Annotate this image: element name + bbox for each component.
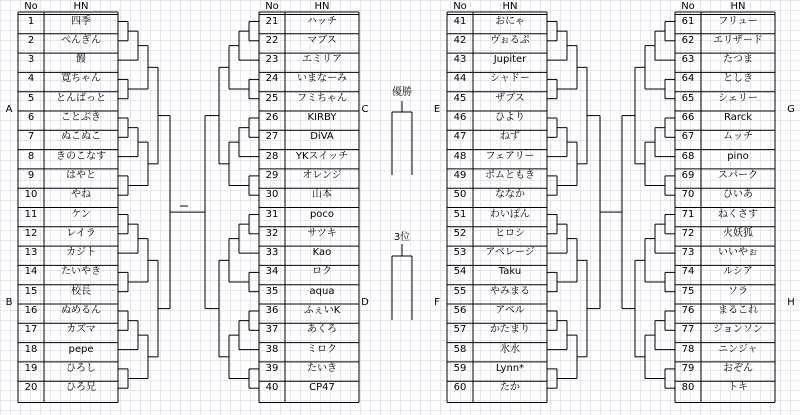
entry-handle-name: フリュー [718, 15, 758, 27]
entry-number: 3 [27, 54, 35, 66]
entry-handle-name: きのこなす [56, 150, 106, 162]
entry-handle-name: たつま [723, 54, 753, 66]
header-no: No [453, 1, 467, 12]
entry-handle-name: Lynn* [495, 362, 525, 374]
entry-number: 40 [265, 382, 279, 394]
entry-number: 29 [265, 169, 279, 181]
entry-handle-name: ひろし [66, 362, 96, 374]
entry-handle-name: サツキ [307, 227, 337, 239]
entry-handle-name: ハッチ [307, 15, 337, 27]
entry-number: 51 [453, 208, 467, 220]
entry-number: 55 [453, 285, 467, 297]
entry-handle-name: 氷水 [500, 343, 520, 355]
entry-number: 16 [24, 305, 38, 316]
entry-number: 46 [453, 112, 467, 123]
block-label-b: B [5, 297, 13, 308]
entry-number: 42 [453, 34, 467, 46]
entry-number: 70 [681, 189, 695, 201]
entry-handle-name: Jupiter [493, 54, 527, 66]
entry-handle-name: ニンジャ [718, 343, 758, 355]
entry-number: 20 [24, 382, 38, 394]
entry-handle-name: ひいあ [723, 189, 753, 201]
third-place-label: 3位 [393, 232, 411, 243]
entry-handle-name: Kao [312, 247, 332, 259]
entry-handle-name: アベレージ [485, 247, 535, 259]
entry-handle-name: ムッチ [723, 131, 753, 143]
entry-number: 74 [681, 266, 695, 278]
entry-number: 61 [681, 15, 695, 27]
entry-handle-name: ことぶき [61, 112, 101, 123]
entry-handle-name: ななか [495, 189, 525, 201]
entry-number: 12 [24, 227, 38, 239]
entry-number: 22 [265, 34, 279, 46]
entry-number: 39 [265, 362, 279, 374]
entry-number: 14 [24, 266, 38, 278]
entry-handle-name: おにゃ [495, 15, 525, 27]
entry-handle-name: ヴぉるぷ [490, 34, 530, 46]
entry-number: 38 [265, 343, 279, 355]
entry-number: 37 [265, 324, 279, 336]
entry-number: 36 [265, 305, 279, 316]
entry-handle-name: pepe [68, 343, 94, 355]
entry-number: 5 [27, 92, 35, 104]
entry-number: 79 [681, 362, 695, 374]
header-no: No [24, 1, 38, 12]
entry-handle-name: たいやき [61, 266, 101, 278]
entry-number: 32 [265, 227, 279, 239]
entry-handle-name: ザブス [495, 92, 525, 104]
entry-handle-name: ルシア [723, 266, 753, 278]
entry-number: 65 [681, 92, 695, 104]
entry-number: 26 [265, 112, 279, 123]
entry-handle-name: やみまる [490, 285, 530, 297]
entry-number: 25 [265, 92, 279, 104]
entry-number: 63 [681, 54, 695, 66]
entry-number: 30 [265, 189, 279, 201]
entry-handle-name: としき [723, 73, 753, 85]
entry-number: 77 [681, 324, 695, 336]
entry-handle-name: いいやぉ [718, 247, 758, 259]
entry-number: 43 [453, 54, 467, 66]
entry-handle-name: Taku [498, 266, 522, 278]
entry-handle-name: アベル [495, 305, 525, 316]
winner-label: 優勝 [392, 87, 412, 98]
entry-number: 76 [681, 305, 695, 316]
entry-number: 8 [27, 150, 35, 162]
block-label-c: C [361, 104, 369, 115]
entry-number: 47 [453, 131, 467, 143]
entry-handle-name: いまなーみ [297, 73, 347, 85]
entry-handle-name: エミリア [302, 54, 342, 66]
block-label-g: G [787, 104, 795, 115]
block-label-a: A [5, 104, 13, 115]
entry-handle-name: カジト [66, 247, 96, 259]
entry-number: 17 [24, 324, 38, 336]
entry-number: 67 [681, 131, 695, 143]
entry-number: 45 [453, 92, 467, 104]
entry-handle-name: YKスイッチ [295, 150, 349, 162]
entry-number: 64 [681, 73, 695, 85]
entry-number: 78 [681, 343, 695, 355]
entry-number: 18 [24, 343, 38, 355]
entry-handle-name: わいぽん [490, 208, 530, 220]
entry-handle-name: ぬめるん [61, 305, 101, 316]
entry-handle-name: 山本 [312, 189, 332, 201]
entry-handle-name: 寛ちゃん [61, 73, 101, 85]
entry-handle-name: とんばっと [56, 92, 106, 104]
entry-number: 71 [681, 208, 695, 220]
entry-handle-name: DiVA [310, 131, 334, 143]
entry-number: 31 [265, 208, 279, 220]
entry-handle-name: 火妖狐 [723, 227, 753, 239]
entry-handle-name: ねくさす [718, 208, 758, 220]
entry-number: 7 [27, 131, 35, 143]
entry-handle-name: 饅 [76, 54, 86, 66]
entry-number: 62 [681, 34, 695, 46]
entry-handle-name: ぺんぎん [61, 34, 101, 46]
entry-handle-name: ケン [71, 208, 91, 220]
entry-number: 6 [27, 112, 35, 123]
entry-number: 1 [27, 15, 35, 27]
block-label-h: H [787, 297, 795, 308]
entry-number: 34 [265, 266, 279, 278]
entry-handle-name: ジョンソン [713, 324, 763, 336]
entry-handle-name: 四季 [71, 15, 91, 27]
entry-handle-name: フミちゃん [297, 92, 347, 104]
header-hn: HN [502, 1, 518, 12]
entry-handle-name: CP47 [309, 382, 335, 394]
entry-handle-name: おぞん [723, 362, 753, 374]
entry-number: 13 [24, 247, 38, 259]
header-hn: HN [730, 1, 746, 12]
entry-number: 4 [27, 73, 35, 85]
entry-number: 66 [681, 112, 695, 123]
entry-handle-name: たか [500, 382, 520, 394]
entry-number: 27 [265, 131, 279, 143]
entry-handle-name: スパーク [718, 169, 758, 181]
entry-number: 80 [681, 382, 695, 394]
header-hn: HN [73, 1, 89, 12]
entry-handle-name: たいき [307, 362, 337, 374]
entry-handle-name: ミロク [307, 343, 337, 355]
entry-handle-name: かたまり [490, 324, 530, 336]
entry-number: 50 [453, 189, 467, 201]
entry-handle-name: カズマ [66, 324, 96, 336]
entry-number: 58 [453, 343, 467, 355]
entry-handle-name: aqua [309, 285, 335, 297]
entry-handle-name: はやと [66, 169, 96, 181]
entry-handle-name: poco [309, 208, 335, 220]
entry-number: 57 [453, 324, 467, 336]
header-hn: HN [314, 1, 330, 12]
entry-number: 23 [265, 54, 279, 66]
entry-handle-name: エリザード [713, 34, 763, 46]
entry-handle-name: フェアリー [485, 150, 535, 162]
entry-number: 9 [27, 169, 35, 181]
entry-number: 33 [265, 247, 279, 259]
entry-number: 11 [24, 208, 38, 220]
entry-handle-name: シェリー [718, 92, 758, 104]
entry-number: 59 [453, 362, 467, 374]
entry-handle-name: Rarck [723, 112, 753, 123]
entry-number: 75 [681, 285, 695, 297]
entry-handle-name: レイラ [66, 227, 96, 239]
entry-number: 49 [453, 169, 467, 181]
entry-handle-name: マブス [307, 34, 337, 46]
entry-number: 72 [681, 227, 695, 239]
entry-handle-name: あくろ [307, 324, 337, 336]
entry-handle-name: KIRBY [307, 112, 337, 123]
header-no: No [265, 1, 279, 12]
entry-number: 48 [453, 150, 467, 162]
entry-handle-name: ポムともき [485, 169, 535, 181]
entry-handle-name: オレンジ [302, 169, 342, 181]
block-label-d: D [361, 297, 369, 308]
entry-number: 52 [453, 227, 467, 239]
entry-number: 35 [265, 285, 279, 297]
entry-handle-name: ぬこぬこ [61, 131, 101, 143]
entry-number: 41 [453, 15, 467, 27]
entry-handle-name: pino [727, 150, 749, 162]
entry-handle-name: 校長 [71, 285, 91, 297]
entry-handle-name: ひより [495, 112, 525, 123]
block-label-f: F [434, 297, 440, 308]
entry-handle-name: ロク [312, 266, 332, 278]
entry-handle-name: ヒロシ [495, 227, 525, 239]
entry-number: 2 [27, 34, 35, 46]
entry-number: 19 [24, 362, 38, 374]
entry-number: 10 [24, 189, 38, 201]
entry-number: 73 [681, 247, 695, 259]
entry-handle-name: シャドー [490, 73, 530, 85]
entry-handle-name: ふぇいK [303, 305, 341, 316]
entry-number: 53 [453, 247, 467, 259]
block-label-e: E [433, 104, 441, 115]
entry-handle-name: やね [71, 189, 91, 201]
entry-handle-name: トキ [728, 382, 748, 394]
entry-number: 44 [453, 73, 467, 85]
entry-handle-name: ひろ兄 [66, 382, 96, 394]
entry-number: 21 [265, 15, 279, 27]
header-no: No [681, 1, 695, 12]
entry-number: 68 [681, 150, 695, 162]
entry-number: 15 [24, 285, 38, 297]
entry-number: 60 [453, 382, 467, 394]
entry-number: 69 [681, 169, 695, 181]
entry-handle-name: ねず [500, 131, 520, 143]
entry-number: 24 [265, 73, 279, 85]
entry-number: 28 [265, 150, 279, 162]
entry-handle-name: まるこれ [718, 305, 758, 316]
entry-number: 54 [453, 266, 467, 278]
entry-handle-name: ソラ [728, 285, 748, 297]
entry-number: 56 [453, 305, 467, 316]
